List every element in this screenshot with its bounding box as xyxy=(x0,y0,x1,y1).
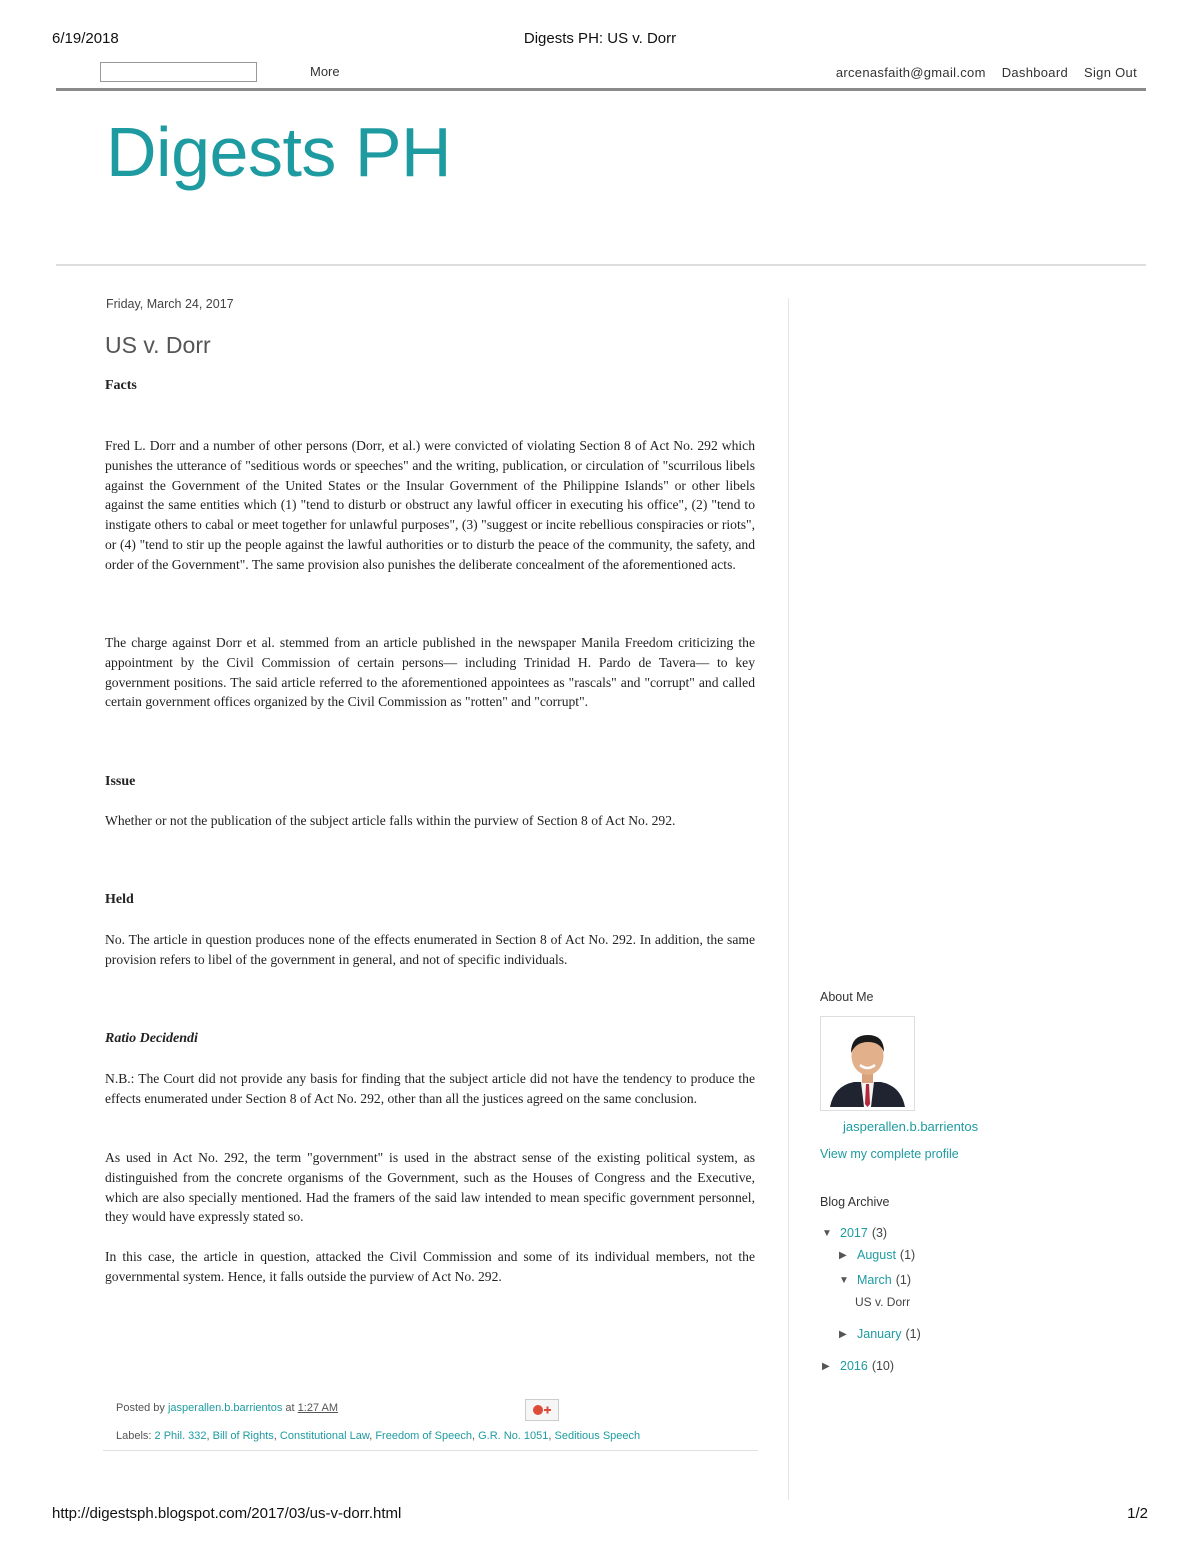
google-plus-share-button[interactable] xyxy=(525,1399,559,1421)
print-date: 6/19/2018 xyxy=(52,30,119,47)
label-link[interactable]: G.R. No. 1051 xyxy=(478,1430,549,1442)
about-me-heading: About Me xyxy=(820,990,874,1004)
archive-count: (1) xyxy=(905,1327,921,1341)
facts-heading: Facts xyxy=(105,378,137,393)
avatar[interactable] xyxy=(820,1016,915,1111)
author-link[interactable]: jasperallen.b.barrientos xyxy=(167,1402,283,1414)
blog-archive-heading: Blog Archive xyxy=(820,1195,890,1209)
expand-triangle-icon[interactable]: ▶ xyxy=(822,1360,830,1372)
label-link[interactable]: Constitutional Law xyxy=(279,1430,370,1442)
profile-name-link[interactable]: jasperallen.b.barrientos xyxy=(843,1119,979,1134)
archive-count: (3) xyxy=(871,1226,888,1240)
held-paragraph: No. The article in question produces none of the effects enumerated in Section 8 of Act No. 292. In addition, the same provision refers to libel of the government in general, and not of specific individuals. xyxy=(105,932,755,967)
account-email: arcenasfaith@gmail.com xyxy=(835,65,986,80)
navbar-account xyxy=(836,65,1137,80)
archive-post-us-v-dorr[interactable]: US v. Dorr xyxy=(855,1295,911,1309)
archive-label[interactable]: 2017 xyxy=(840,1226,868,1240)
profile-photo xyxy=(824,1020,911,1107)
more-menu-button[interactable]: More xyxy=(310,64,340,79)
search-input[interactable] xyxy=(100,62,257,82)
ratio-paragraph-2: As used in Act No. 292, the term "government" is used in the abstract sense of the existing political system, as distinguished from the concrete organisms of the Government, such as the Houses of Congress and the Executive, which are also specially mentioned. Had the framers of the said law intended to mean specific government personnel, they would have expressly stated so. xyxy=(105,1150,755,1225)
sign-out-link[interactable]: Sign Out xyxy=(1084,65,1137,80)
print-document-title: Digests PH: US v. Dorr xyxy=(523,30,677,47)
post-title[interactable]: US v. Dorr xyxy=(105,332,211,358)
archive-label[interactable]: August xyxy=(857,1248,896,1262)
post-date: Friday, March 24, 2017 xyxy=(106,297,234,311)
archive-month-august[interactable] xyxy=(839,1248,915,1262)
blog-title[interactable]: Digests PH xyxy=(106,113,452,191)
post-labels: Labels: 2 Phil. 332, Bill of Rights, Constitutional Law, Freedom of Speech, G.R. No. 1051, Seditious Speech xyxy=(116,1430,641,1442)
archive-year-2016[interactable] xyxy=(822,1359,894,1373)
issue-paragraph: Whether or not the publication of the subject article falls within the purview of Section 8 of Act No. 292. xyxy=(105,813,676,828)
label-link[interactable]: Seditious Speech xyxy=(554,1430,641,1442)
post-footer xyxy=(116,1402,338,1414)
collapse-triangle-icon[interactable]: ▼ xyxy=(822,1227,832,1239)
view-profile-link[interactable]: View my complete profile xyxy=(820,1147,959,1161)
archive-label[interactable]: March xyxy=(857,1273,892,1287)
archive-month-january[interactable] xyxy=(839,1327,921,1341)
dashboard-link[interactable]: Dashboard xyxy=(1001,65,1069,80)
archive-count: (10) xyxy=(871,1359,895,1373)
sidebar-divider xyxy=(788,298,789,1500)
print-page-number: 1/2 xyxy=(1127,1505,1148,1522)
post-divider xyxy=(103,1450,758,1451)
archive-month-march[interactable] xyxy=(839,1273,911,1287)
issue-heading: Issue xyxy=(105,774,136,789)
archive-count: (1) xyxy=(895,1273,912,1287)
expand-triangle-icon[interactable]: ▶ xyxy=(839,1249,847,1261)
expand-triangle-icon[interactable]: ▶ xyxy=(839,1328,847,1340)
print-url: http://digestsph.blogspot.com/2017/03/us-v-dorr.html xyxy=(52,1505,402,1522)
ratio-heading: Ratio Decidendi xyxy=(105,1031,198,1046)
google-plus-icon xyxy=(532,1404,552,1416)
ratio-paragraph-3: In this case, the article in question, attacked the Civil Commission and some of its individual members, not the governmental system. Hence, it falls outside the purview of Act No. 292. xyxy=(105,1249,755,1284)
archive-year-2017[interactable] xyxy=(822,1226,887,1240)
posted-by-label: Posted by xyxy=(116,1402,165,1414)
post-time-link[interactable]: 1:27 AM xyxy=(297,1402,339,1414)
archive-label[interactable]: 2016 xyxy=(840,1359,868,1373)
label-link[interactable]: 2 Phil. 332 xyxy=(154,1430,207,1442)
collapse-triangle-icon[interactable]: ▼ xyxy=(839,1274,849,1286)
ratio-paragraph-1: N.B.: The Court did not provide any basis for finding that the subject article did not have the tendency to produce the effects enumerated under Section 8 of Act No. 292, other than all the justices agreed on the same conclusion. xyxy=(105,1071,755,1106)
label-link[interactable]: Freedom of Speech xyxy=(375,1430,472,1442)
header-divider xyxy=(56,264,1146,266)
archive-label[interactable]: January xyxy=(857,1327,902,1341)
navbar-divider xyxy=(56,88,1146,91)
held-heading: Held xyxy=(105,892,134,907)
facts-paragraph-2: The charge against Dorr et al. stemmed from an article published in the newspaper Manila Freedom criticizing the appointment by the Civil Commission of certain persons— including Trinidad H. Pardo de Tavera— to key government positions. The said article referred to the aforementioned appointees as "rascals" and "corrupt" and called certain government offices organized by the Civil Commission as "rotten" and "corrupt". xyxy=(105,635,755,710)
label-link[interactable]: Bill of Rights xyxy=(212,1430,274,1442)
at-label: at xyxy=(285,1402,295,1414)
archive-count: (1) xyxy=(899,1248,916,1262)
labels-label: Labels: xyxy=(116,1430,152,1442)
facts-paragraph-1: Fred L. Dorr and a number of other persons (Dorr, et al.) were convicted of violating Section 8 of Act No. 292 which punishes the utterance of "seditious words or speeches" and the writing, publication, or circulation of "scurrilous libels against the Government of the United States or the Insular Government of the Philippine Islands" or other libels against the same entities which (1) "tend to disturb or obstruct any lawful officer in executing his office", (2) "tend to instigate others to cabal or meet together for unlawful purposes", (3) "suggest or incite rebellious conspiracies or riots", or (4) "tend to stir up the people against the lawful authorities or to disturb the peace of the community, the safety, and order of the Government". The same provision also punishes the deliberate concealment of the aforementioned acts. xyxy=(105,438,755,572)
